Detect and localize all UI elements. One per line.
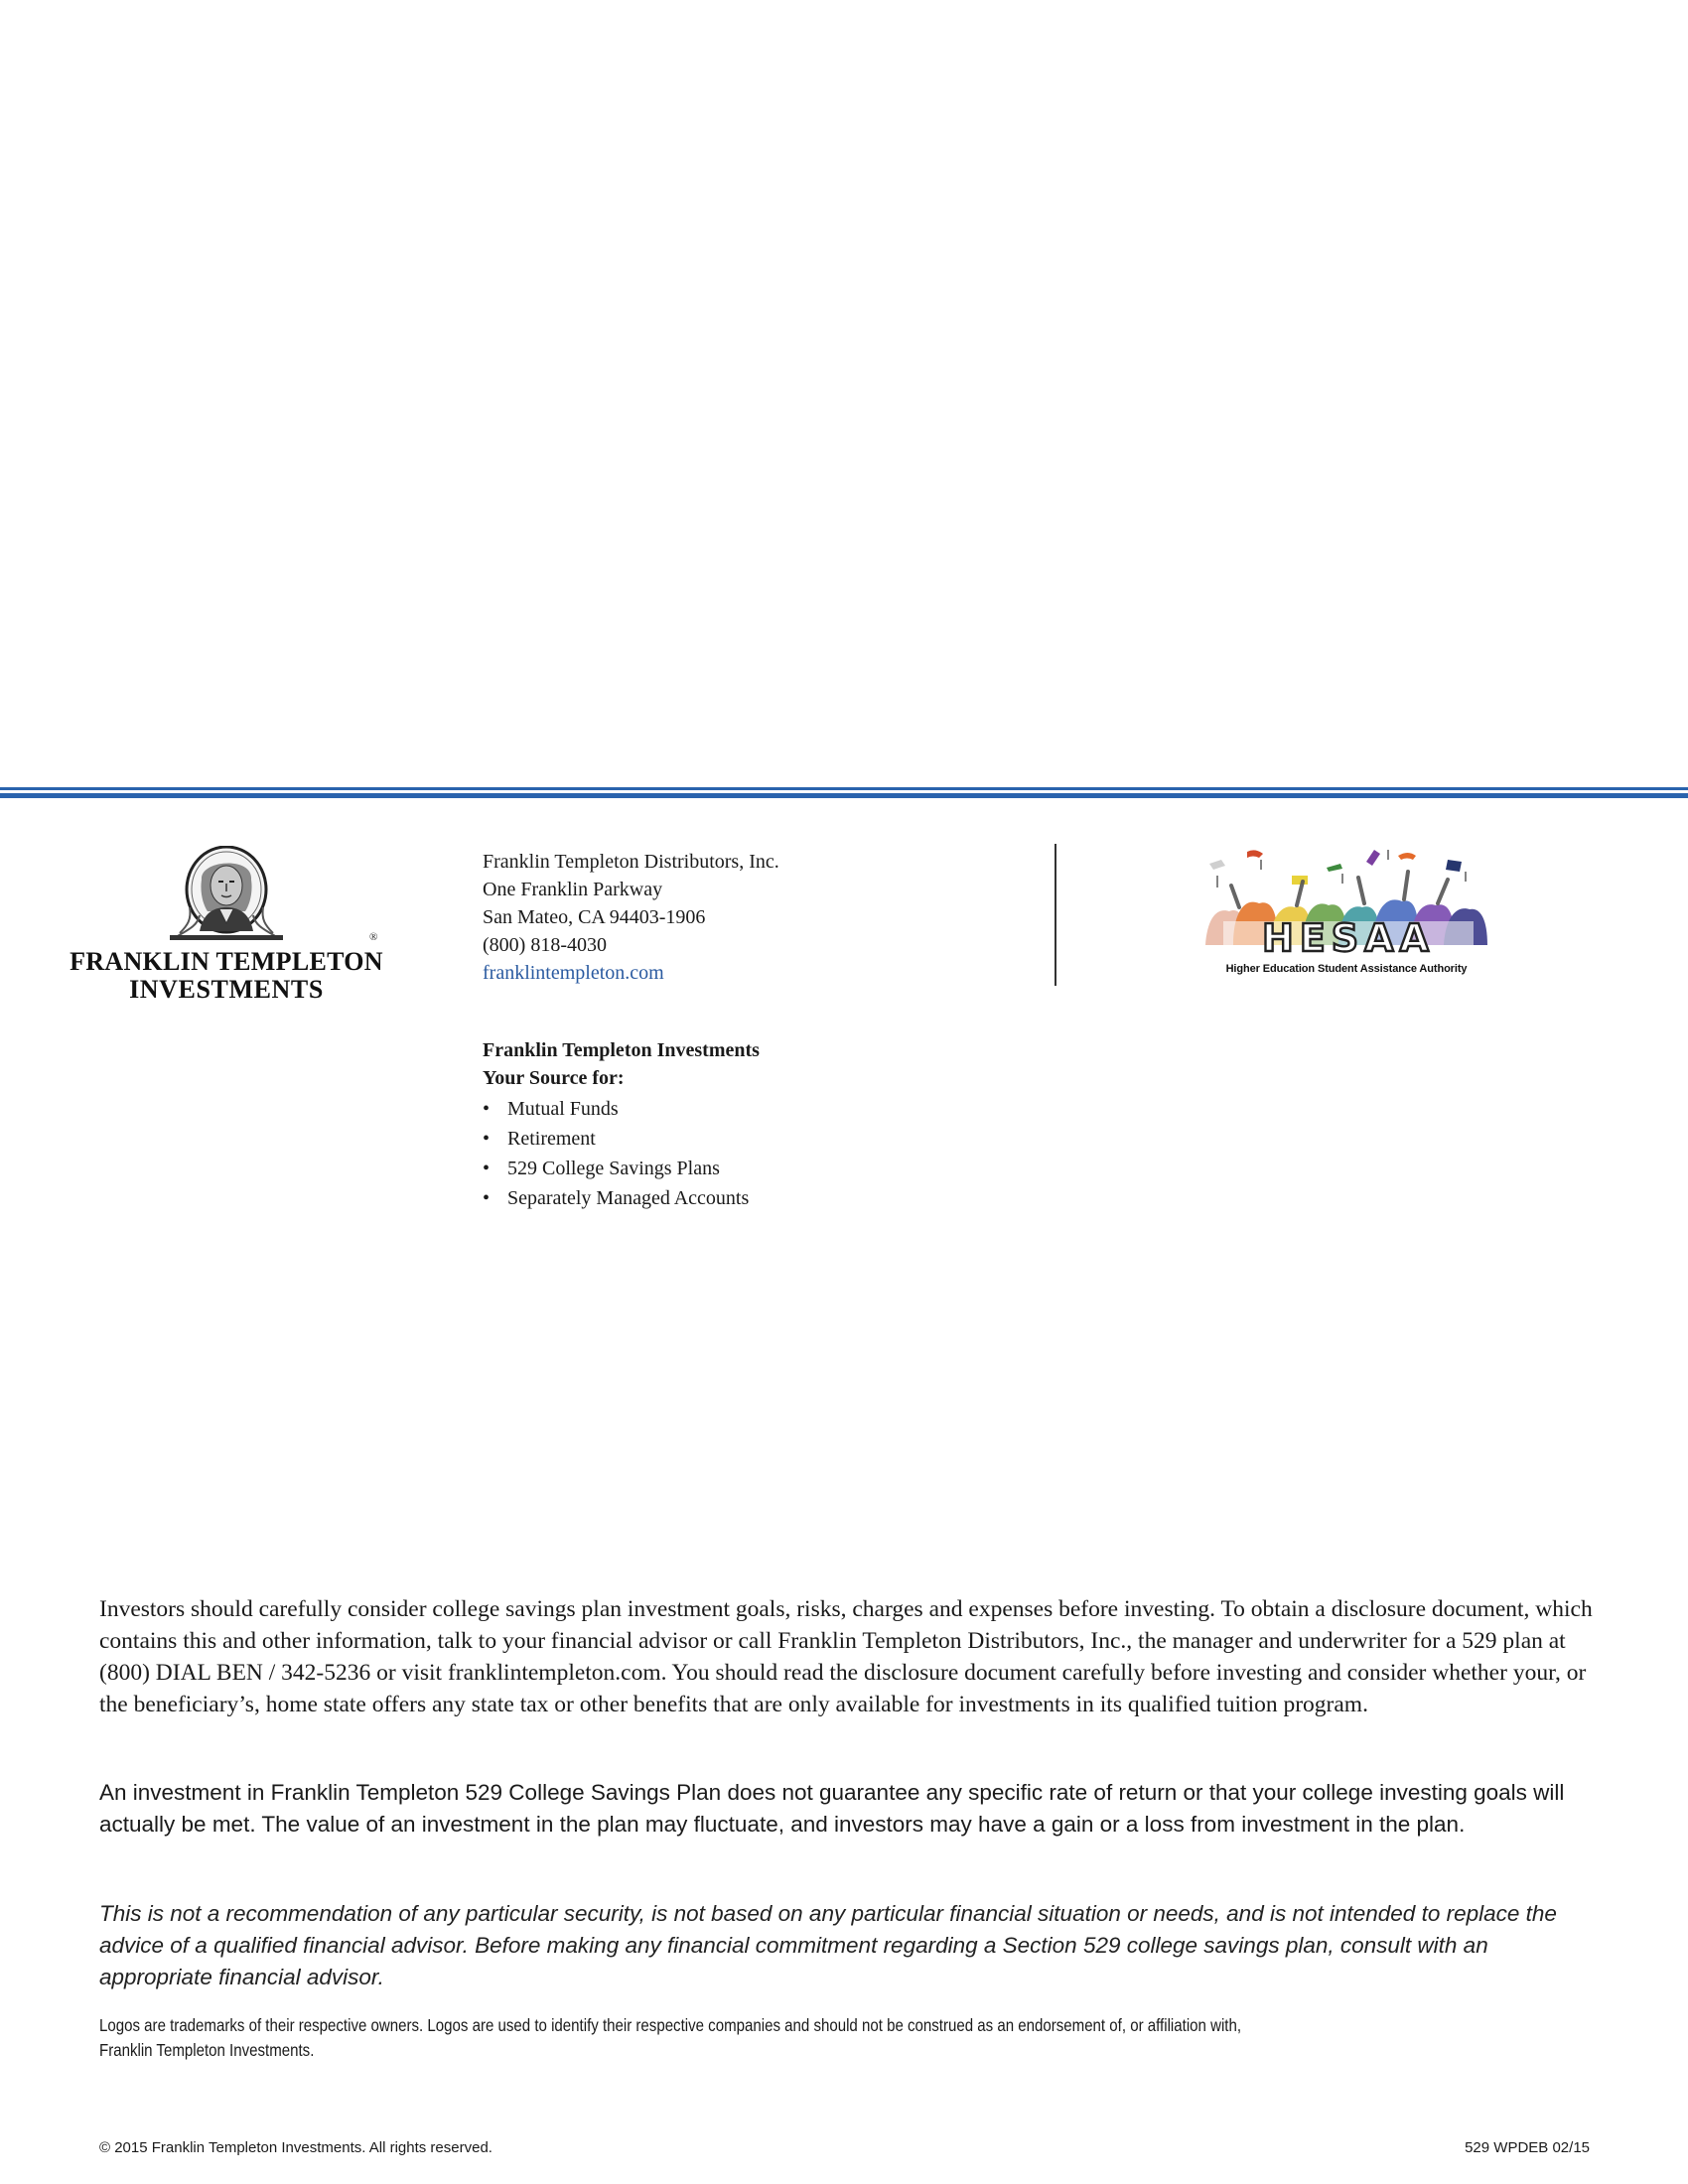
list-item: • Mutual Funds xyxy=(483,1094,760,1124)
list-item: • Separately Managed Accounts xyxy=(483,1183,760,1213)
list-item: • Retirement xyxy=(483,1124,760,1154)
street-address: One Franklin Parkway xyxy=(483,879,663,900)
list-item: • 529 College Savings Plans xyxy=(483,1154,760,1183)
vertical-divider xyxy=(1055,844,1056,986)
city-state-zip: San Mateo, CA 94403-1906 xyxy=(483,906,706,928)
hesaa-logo xyxy=(1199,846,1497,985)
registered-mark: ® xyxy=(369,931,378,943)
wordmark-line2: INVESTMENTS xyxy=(129,975,324,1005)
logos-notice-line2: Franklin Templeton Investments. xyxy=(99,2040,315,2060)
top-rule-thin xyxy=(0,787,1688,790)
wordmark-line1: FRANKLIN TEMPLETON xyxy=(70,947,383,976)
source-list xyxy=(483,1094,760,1213)
franklin-templeton-wordmark xyxy=(68,948,385,1004)
investor-disclosure: Investors should carefully consider college savings plan investment goals, risks, charges and expenses before investing. To obtain a disclosure document, which contains this and other information, talk to your financial advisor or call Franklin Templeton Distributors, Inc., the manager and underwriter for a 529 plan at (800) DIAL BEN / 342-5236 or visit franklintempleton.com. You should read the disclosure document carefully before investing and consider whether your, or the beneficiary’s, home state offers any state tax or other benefits that are only available for investments in its qualified tuition program. xyxy=(99,1596,1593,1717)
source-list-block xyxy=(483,1036,760,1213)
source-title: Franklin Templeton Investments xyxy=(483,1039,760,1061)
franklin-templeton-logo xyxy=(68,846,385,1005)
hesaa-caption: Higher Education Student Assistance Authority xyxy=(1225,963,1468,975)
graduates-caps-icon xyxy=(1199,846,1497,963)
phone-number: (800) 818-4030 xyxy=(483,934,607,956)
company-name: Franklin Templeton Distributors, Inc. xyxy=(483,851,779,873)
distributor-address xyxy=(483,848,779,987)
source-subtitle: Your Source for: xyxy=(483,1067,625,1089)
document-code: 529 WPDEB 02/15 xyxy=(1465,2139,1590,2156)
benjamin-franklin-portrait-icon xyxy=(170,846,283,945)
no-guarantee-disclosure: An investment in Franklin Templeton 529 College Savings Plan does not guarantee any specific rate of return or that your college investing goals will actually be met. The value of an investment in the plan may fluctuate, and investors may have a gain or a loss from investment in the plan. xyxy=(99,1780,1565,1837)
logos-notice-line1: Logos are trademarks of their respective owners. Logos are used to identify their respective companies and should not be construed as an endorsement of, or affiliation with, xyxy=(99,2015,1242,2035)
website-link[interactable]: franklintempleton.com xyxy=(483,962,664,984)
hesaa-letters: HESAA xyxy=(1262,916,1435,960)
not-recommendation-disclosure: This is not a recommendation of any particular security, is not based on any particular financial situation or needs, and is not intended to replace the advice of a qualified financial advisor. Before making any financial commitment regarding a Section 529 college savings plan, consult with an appropriate financial advisor. xyxy=(99,1901,1557,1989)
copyright-notice: © 2015 Franklin Templeton Investments. All rights reserved. xyxy=(99,2139,492,2156)
logos-trademark-notice xyxy=(99,2013,1363,2063)
top-rule-thick xyxy=(0,793,1688,798)
